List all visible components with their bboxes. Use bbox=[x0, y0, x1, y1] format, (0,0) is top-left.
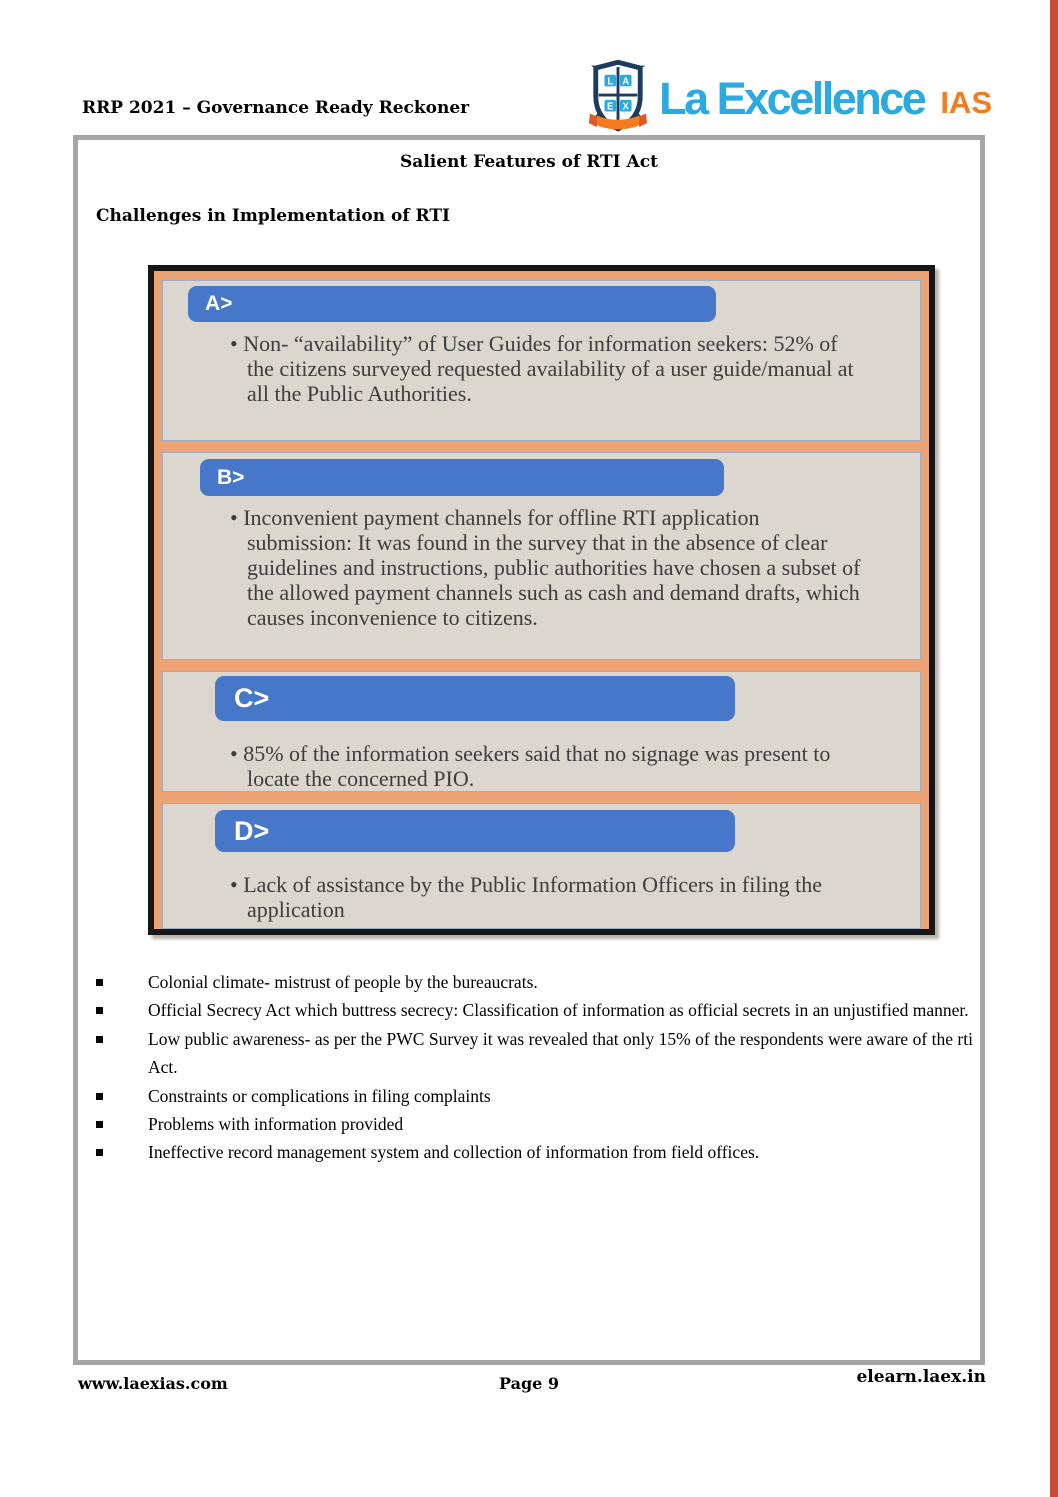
figure-panel-b-label: B> bbox=[200, 459, 724, 496]
svg-text:L: L bbox=[607, 76, 614, 88]
list-item: Low public awareness- as per the PWC Survey it was revealed that only 15% of the respondents were aware of the rti Act. bbox=[96, 1025, 973, 1082]
brand-suffix: IAS bbox=[940, 84, 992, 120]
figure-panel-d bbox=[162, 803, 921, 929]
figure-panel-b bbox=[162, 452, 921, 660]
section-heading: Challenges in Implementation of RTI bbox=[96, 206, 450, 226]
list-item: Colonial climate- mistrust of people by the bureaucrats. bbox=[96, 968, 973, 996]
svg-text:A: A bbox=[622, 76, 630, 88]
figure-panel-d-text: • Lack of assistance by the Public Information Officers in filing the application bbox=[230, 872, 822, 922]
footer-elearn-url: elearn.laex.in bbox=[856, 1367, 986, 1387]
square-bullet-icon bbox=[96, 1093, 103, 1100]
list-item: Constraints or complications in filing complaints bbox=[96, 1082, 973, 1110]
list-item: Problems with information provided bbox=[96, 1110, 973, 1138]
figure-panel-b-text: • Inconvenient payment channels for offline RTI application submission: It was found in the survey that in the absence of clear guidelines and instructions, public authorities have chosen a subset of the allowed payment channels such as cash and demand drafts, which causes inconvenience to citizens. bbox=[230, 505, 861, 630]
footer-website-url: www.laexias.com bbox=[78, 1374, 228, 1393]
figure-panel-a-label: A> bbox=[188, 286, 716, 322]
figure-panel-d-label: D> bbox=[215, 810, 735, 852]
square-bullet-icon bbox=[96, 1149, 103, 1156]
brand-name: La Excellence bbox=[659, 72, 925, 124]
list-item: Official Secrecy Act which buttress secrecy: Classification of information as official secrets in an unjustified manner. bbox=[96, 996, 973, 1024]
brand-logo bbox=[589, 58, 992, 138]
content-frame bbox=[73, 135, 985, 1365]
svg-text:E: E bbox=[607, 101, 614, 113]
figure-panel-a bbox=[162, 280, 921, 441]
square-bullet-icon bbox=[96, 1121, 103, 1128]
figure-panel-c-text: • 85% of the information seekers said that no signage was present to locate the concerned PIO. bbox=[230, 741, 831, 791]
figure-panel-c bbox=[162, 671, 921, 792]
challenges-figure bbox=[148, 265, 935, 935]
shield-logo-icon bbox=[589, 59, 647, 137]
challenges-bullet-list bbox=[96, 968, 973, 1167]
svg-text:X: X bbox=[622, 101, 630, 113]
figure-panel-a-text: • Non- “availability” of User Guides for information seekers: 52% of the citizens surveyed requested availability of a user guide/manual at all the Public Authorities. bbox=[230, 331, 854, 406]
header-title: RRP 2021 – Governance Ready Reckoner bbox=[82, 98, 470, 118]
list-item: Ineffective record management system and collection of information from field offices. bbox=[96, 1138, 973, 1166]
square-bullet-icon bbox=[96, 1036, 103, 1043]
figure-panel-c-label: C> bbox=[215, 676, 735, 721]
page-title: Salient Features of RTI Act bbox=[400, 152, 658, 172]
footer-page-number: Page 9 bbox=[498, 1374, 560, 1393]
page-edge-accent-bar bbox=[1050, 0, 1058, 1497]
square-bullet-icon bbox=[96, 1007, 103, 1014]
square-bullet-icon bbox=[96, 979, 103, 986]
